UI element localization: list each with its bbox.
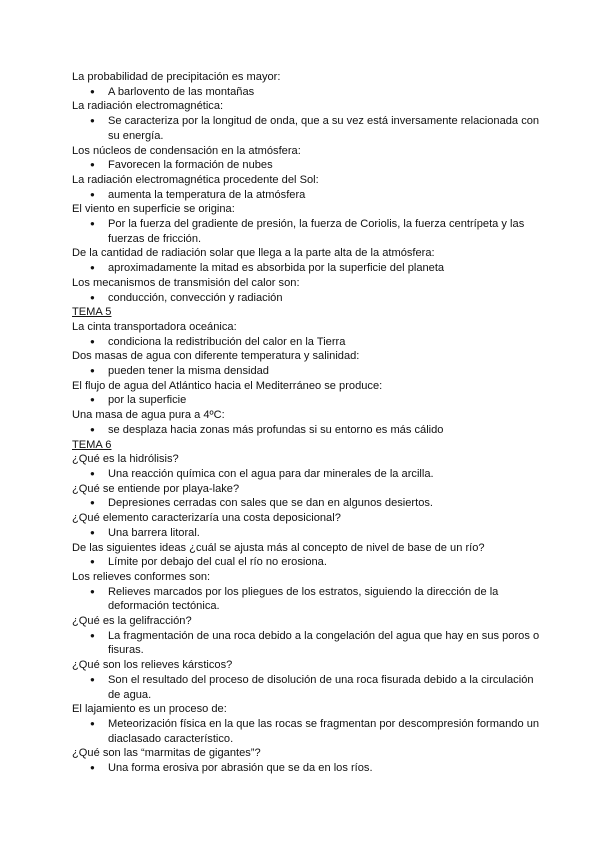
answer-list [72, 335, 540, 350]
answer-list [72, 423, 540, 438]
answer-list [72, 585, 540, 614]
answer-item: ● Se caracteriza por la longitud de onda, que a su vez está inversamente relacionada con su energía. [108, 114, 540, 143]
answer-item: ● Una barrera litoral. [108, 526, 540, 541]
answer-item: ● Por la fuerza del gradiente de presión, la fuerza de Coriolis, la fuerza centrípeta y las fuerzas de fricción. [108, 217, 540, 246]
answer-item: ● Límite por debajo del cual el río no erosiona. [108, 555, 540, 570]
question: La radiación electromagnética procedente del Sol: [72, 173, 319, 186]
section-heading: TEMA 6 [72, 438, 112, 451]
answer-list [72, 673, 540, 702]
answer-item: ● Depresiones cerradas con sales que se dan en algunos desiertos. [108, 496, 540, 511]
question: Los mecanismos de transmisión del calor son: [72, 276, 300, 289]
question: El viento en superficie se origina: [72, 203, 235, 216]
question: Los núcleos de condensación en la atmósfera: [72, 144, 301, 157]
answer-list [72, 717, 540, 746]
question: De las siguientes ideas ¿cuál se ajusta más al concepto de nivel de base de un río? [72, 541, 485, 554]
question: Los relieves conformes son: [72, 570, 211, 583]
question: La radiación electromagnética: [72, 100, 224, 113]
answer-item: ● se desplaza hacia zonas más profundas si su entorno es más cálido [108, 423, 540, 438]
answer-list [72, 261, 540, 276]
answer-list [72, 496, 540, 511]
question: De la cantidad de radiación solar que llega a la parte alta de la atmósfera: [72, 247, 435, 260]
answer-list [72, 188, 540, 203]
answer-list [72, 526, 540, 541]
question: Dos masas de agua con diferente temperatura y salinidad: [72, 350, 360, 363]
question: ¿Qué son los relieves kársticos? [72, 659, 233, 672]
answer-item: ● Son el resultado del proceso de disolución de una roca fisurada debido a la circulación de agua. [108, 673, 540, 702]
answer-item: ● pueden tener la misma densidad [108, 364, 540, 379]
answer-item: ● A barlovento de las montañas [108, 85, 540, 100]
answer-list [72, 364, 540, 379]
answer-list [72, 158, 540, 173]
question: ¿Qué elemento caracterizaría una costa deposicional? [72, 512, 341, 525]
answer-item: ● Meteorización física en la que las rocas se fragmentan por descompresión formando un diaclasado característico. [108, 717, 540, 746]
answer-item: ● conducción, convección y radiación [108, 291, 540, 306]
answer-item: ● Una forma erosiva por abrasión que se da en los ríos. [108, 761, 540, 776]
question: El flujo de agua del Atlántico hacia el Mediterráneo se produce: [72, 379, 383, 392]
answer-list [72, 85, 540, 100]
question: La probabilidad de precipitación es mayor: [72, 71, 281, 83]
answer-list [72, 114, 540, 143]
answer-item: ● aumenta la temperatura de la atmósfera [108, 188, 540, 203]
question: ¿Qué son las “marmitas de gigantes”? [72, 747, 261, 760]
question: El lajamiento es un proceso de: [72, 703, 227, 716]
question: Una masa de agua pura a 4ºC: [72, 409, 225, 422]
answer-item: ● Favorecen la formación de nubes [108, 158, 540, 173]
question: ¿Qué es la hidrólisis? [72, 453, 179, 466]
answer-item: ● Una reacción química con el agua para dar minerales de la arcilla. [108, 467, 540, 482]
answer-list [72, 467, 540, 482]
answer-list [72, 393, 540, 408]
answer-list [72, 761, 540, 776]
answer-list [72, 629, 540, 658]
question: ¿Qué se entiende por playa-lake? [72, 482, 240, 495]
answer-item: ● Relieves marcados por los pliegues de los estratos, siguiendo la dirección de la deformación tectónica. [108, 585, 540, 614]
answer-item: ● por la superficie [108, 393, 540, 408]
section-heading: TEMA 5 [72, 306, 112, 319]
answer-list [72, 291, 540, 306]
question: La cinta transportadora oceánica: [72, 320, 237, 333]
question: ¿Qué es la gelifracción? [72, 615, 192, 628]
answer-list [72, 217, 540, 246]
answer-list [72, 555, 540, 570]
answer-item: ● aproximadamente la mitad es absorbida por la superficie del planeta [108, 261, 540, 276]
answer-item: ● condiciona la redistribución del calor en la Tierra [108, 335, 540, 350]
answer-item: ● La fragmentación de una roca debido a la congelación del agua que hay en sus poros o fisuras. [108, 629, 540, 658]
